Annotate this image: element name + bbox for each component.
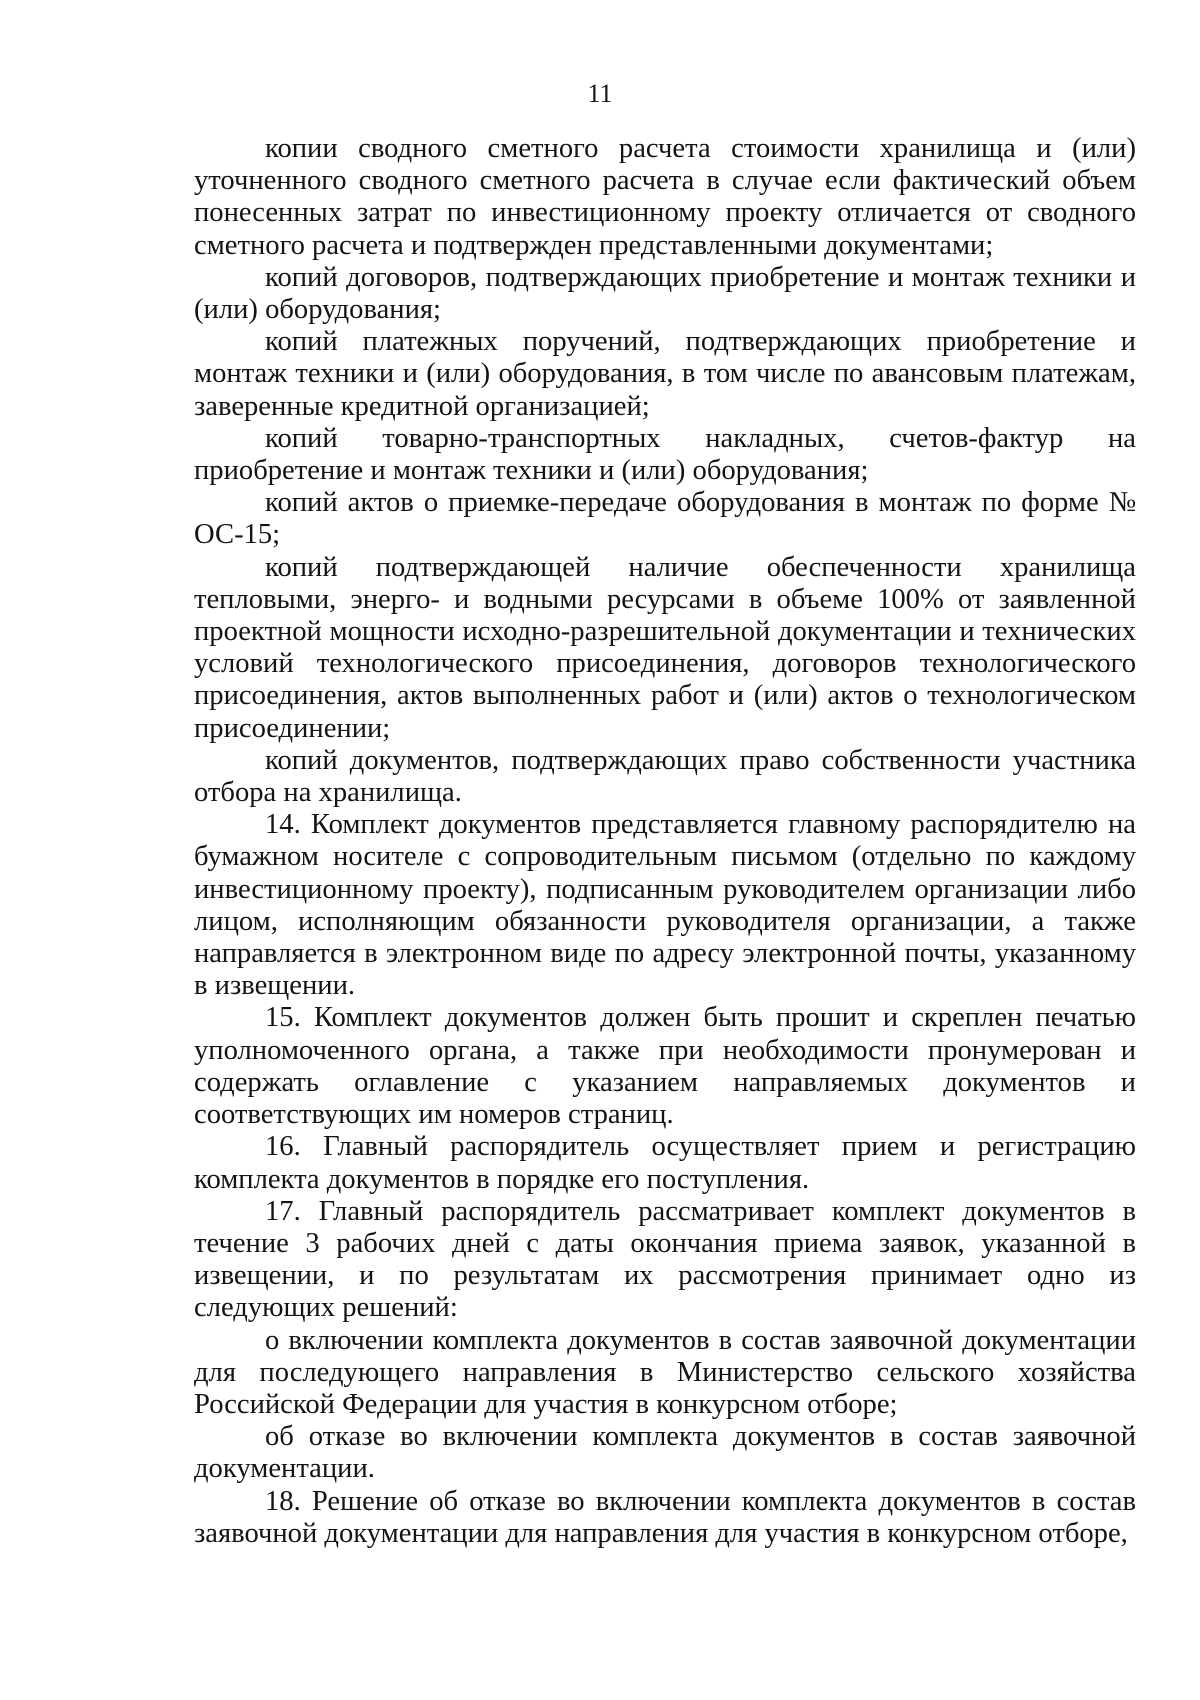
paragraph-akty-os-15: копий актов о приемке-передаче оборудования в монтаж по форме № ОС-15; (194, 487, 1136, 551)
paragraph-platezhnye-porucheniya: копий платежных поручений, подтверждающих приобретение и монтаж техники и (или) оборудования, в том числе по авансовым платежам, заверенные кредитной организацией; (194, 326, 1136, 422)
paragraph-obespechennost-resursami: копий подтверждающей наличие обеспеченности хранилища тепловыми, энерго- и водными ресурсами в объеме 100% от заявленной проектной мощности исходно-разрешительной документации и технических условий технологического присоединения, договоров технологического присоединения, актов выполненных работ и (или) актов о технологическом присоединении; (194, 551, 1136, 744)
paragraph-14: 14. Комплект документов представляется главному распорядителю на бумажном носителе с сопроводительным письмом (отдельно по каждому инвестиционному проекту), подписанным руководителем организации либо лицом, исполняющим обязанности руководителя организации, а также направляется в электронном виде по адресу электронной почты, указанному в извещении. (194, 809, 1136, 1002)
paragraph-svodny-raschet: копии сводного сметного расчета стоимости хранилища и (или) уточненного сводного сметного расчета в случае если фактический объем понесенных затрат по инвестиционному проекту отличается от сводного сметного расчета и подтвержден представленными документами; (194, 133, 1136, 261)
paragraph-16: 16. Главный распорядитель осуществляет прием и регистрацию комплекта документов в порядке его поступления. (194, 1131, 1136, 1195)
paragraph-15: 15. Комплект документов должен быть прошит и скреплен печатью уполномоченного органа, а также при необходимости пронумерован и содержать оглавление с указанием направляемых документов и соответствующих им номеров страниц. (194, 1002, 1136, 1131)
page-number: 11 (587, 79, 613, 108)
paragraph-pravo-sobstvennosti: копий документов, подтверждающих право собственности участника отбора на хранилища. (194, 744, 1136, 809)
paragraph-reshenie-otkaz: об отказе во включении комплекта документов в состав заявочной документации. (194, 1421, 1136, 1485)
paragraph-17: 17. Главный распорядитель рассматривает комплект документов в течение 3 рабочих дней с даты окончания приема заявок, указанной в извещении, и по результатам их рассмотрения принимает одно из следующих решений: (194, 1195, 1136, 1324)
paragraph-18: 18. Решение об отказе во включении комплекта документов в состав заявочной документации для направления для участия в конкурсном отборе, (194, 1485, 1136, 1549)
paragraph-nakladnye: копий товарно-транспортных накладных, счетов-фактур на приобретение и монтаж техники и (или) оборудования; (194, 422, 1136, 487)
document-body (194, 133, 1136, 1550)
paragraph-reshenie-vklyuchenie: о включении комплекта документов в состав заявочной документации для последующего направления в Министерство сельского хозяйства Российской Федерации для участия в конкурсном отборе; (194, 1324, 1136, 1420)
paragraph-dogovory: копий договоров, подтверждающих приобретение и монтаж техники и (или) оборудования; (194, 261, 1136, 326)
